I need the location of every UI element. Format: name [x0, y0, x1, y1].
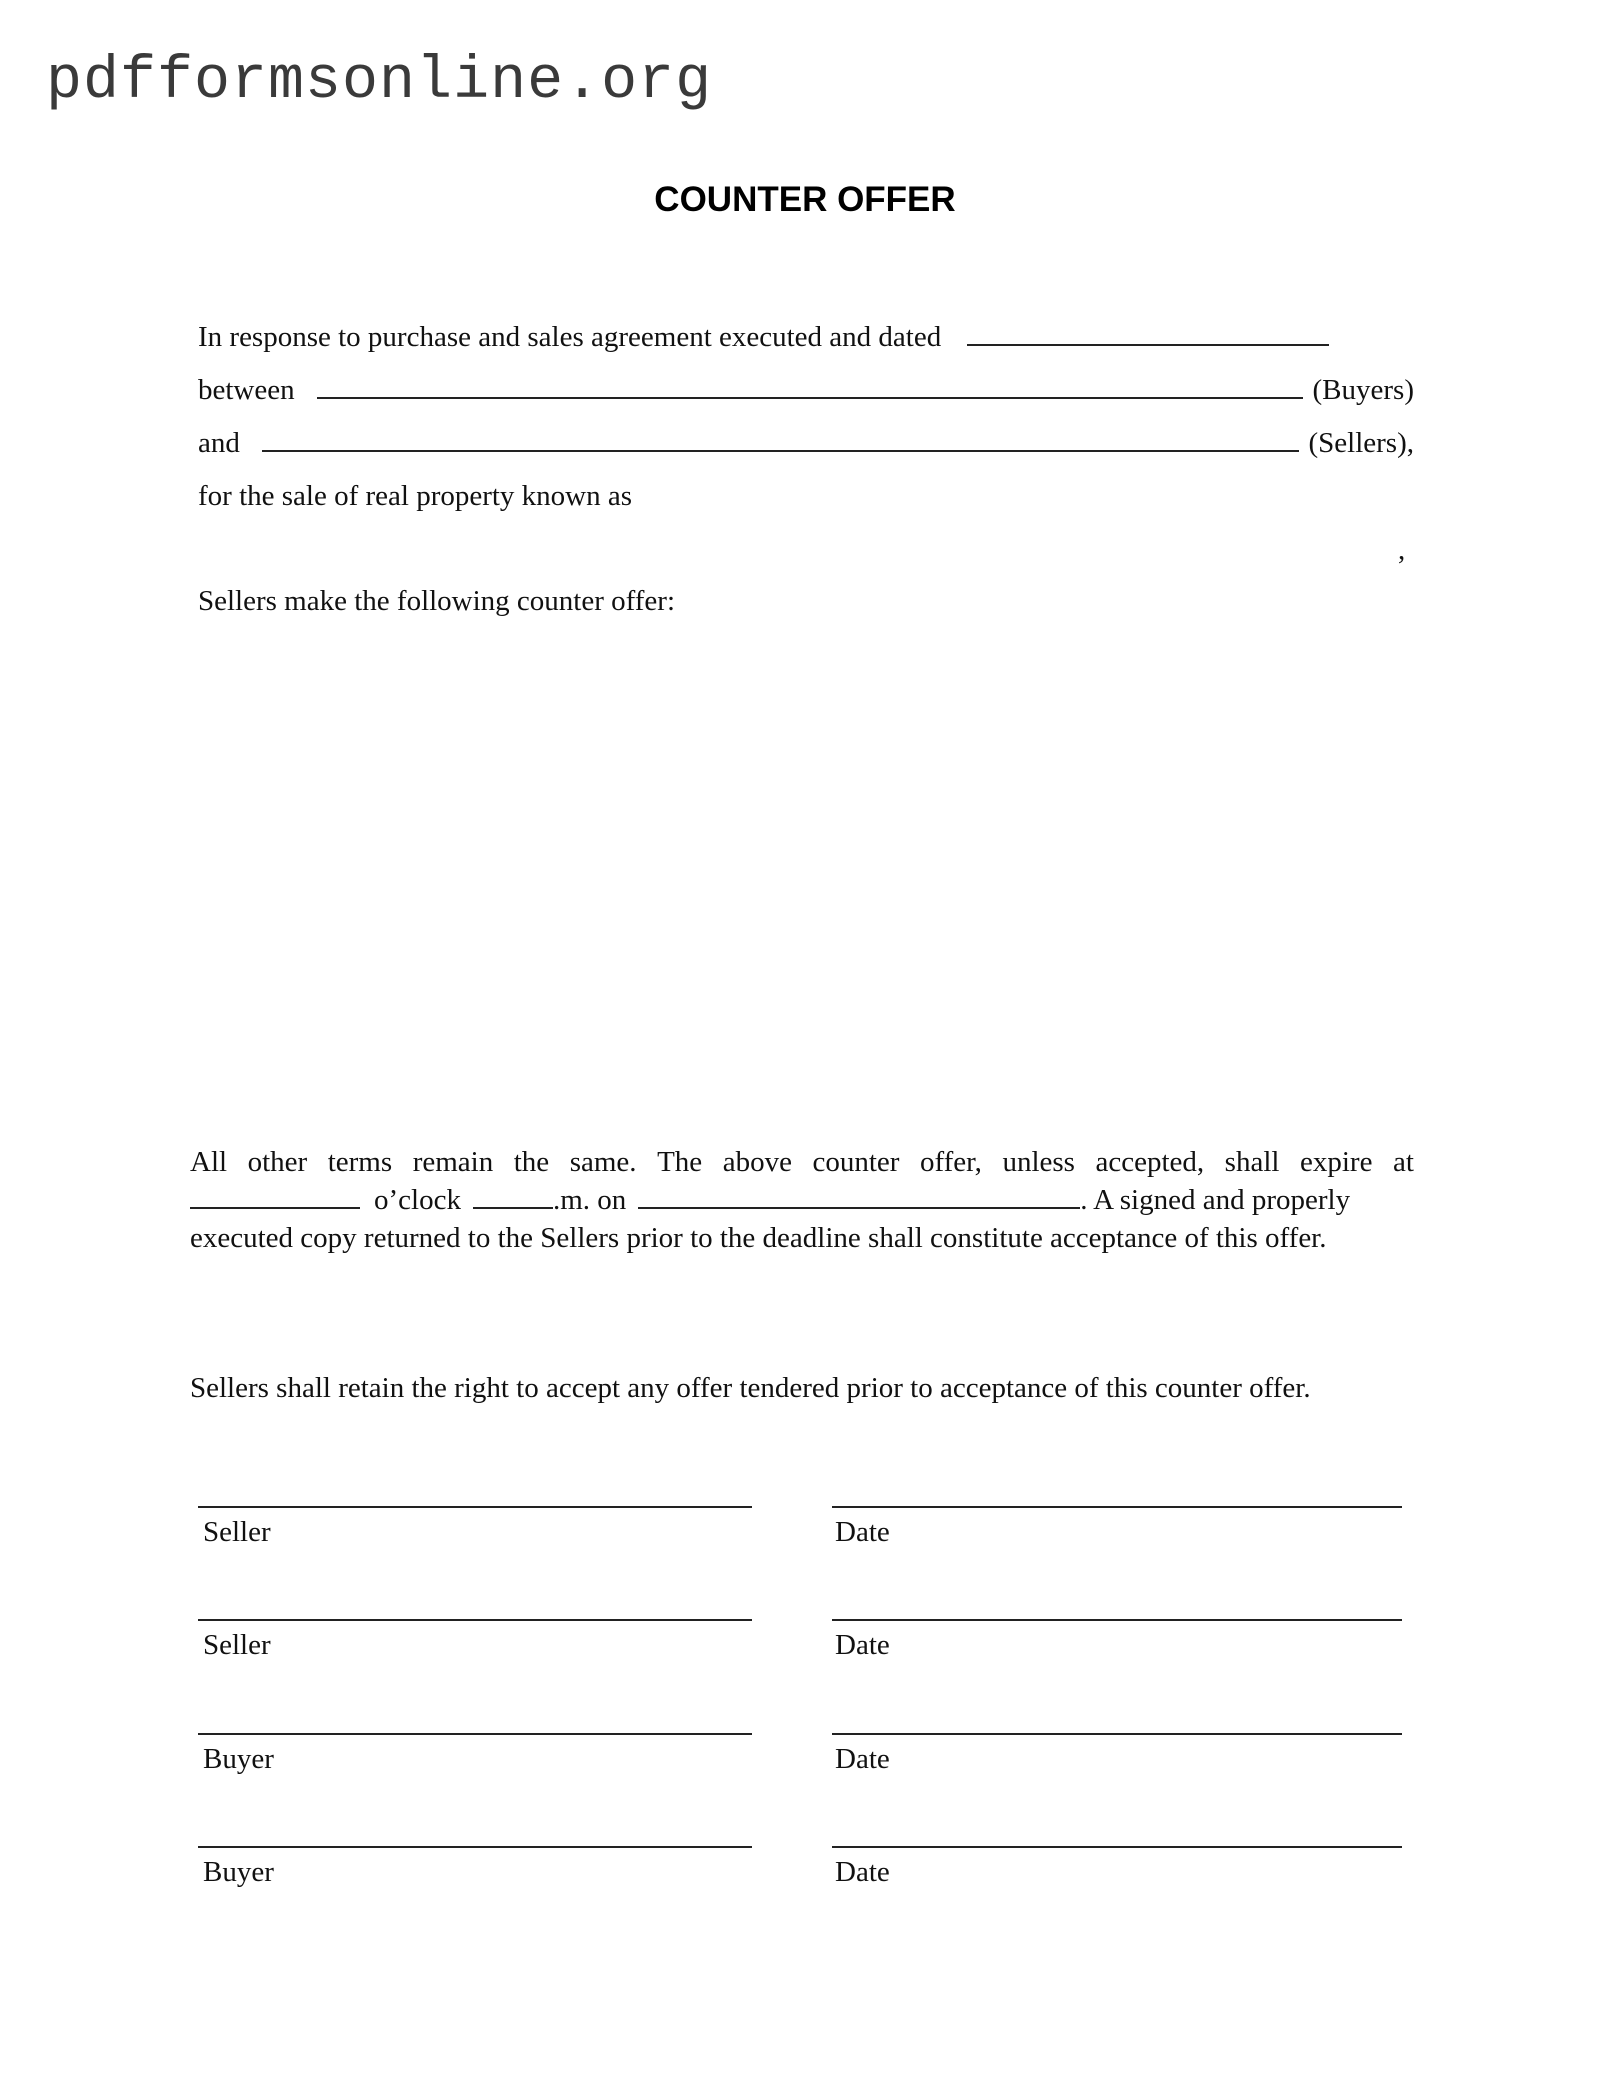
date-label: Date [835, 1743, 890, 1775]
signature-line-buyer[interactable] [198, 1846, 752, 1848]
date-label: Date [835, 1629, 890, 1661]
terms-word: accepted, [1095, 1146, 1205, 1178]
date-line[interactable] [832, 1846, 1402, 1848]
terms-word: offer, [919, 1146, 982, 1178]
intro-line-property [198, 473, 1414, 513]
terms-word: remain [412, 1146, 494, 1178]
terms-word: shall [1224, 1146, 1280, 1178]
terms-row-1 [190, 1143, 1414, 1181]
sellers-label: (Sellers), [1308, 427, 1414, 459]
signature-label: Seller [203, 1629, 271, 1661]
intro-line-buyers [198, 367, 1414, 407]
terms-word: The [657, 1146, 703, 1178]
agreement-date-field[interactable] [967, 342, 1329, 346]
buyers-name-field[interactable] [317, 395, 1303, 399]
retain-text: Sellers shall retain the right to accept any offer tendered prior to acceptance of this counter offer. [190, 1372, 1311, 1404]
retain-paragraph [190, 1369, 1414, 1407]
terms-word: the [513, 1146, 550, 1178]
terms-paragraph [190, 1143, 1414, 1257]
terms-word: expire [1299, 1146, 1373, 1178]
watermark-logo: pdfformsonline.org [46, 48, 713, 116]
between-label: between [198, 374, 295, 406]
expire-hour-field[interactable] [190, 1181, 360, 1209]
terms-word: same. [569, 1146, 637, 1178]
terms-word: unless [1002, 1146, 1075, 1178]
terms-word: terms [327, 1146, 393, 1178]
terms-word: counter [812, 1146, 900, 1178]
property-comma: , [1398, 534, 1406, 566]
signature-line-seller[interactable] [198, 1506, 752, 1508]
terms-row-3-text: executed copy returned to the Sellers prior to the deadline shall constitute acceptance of this offer. [190, 1222, 1327, 1254]
expire-am-pm-field[interactable] [473, 1181, 553, 1209]
document-title: COUNTER OFFER [654, 180, 956, 219]
date-line[interactable] [832, 1619, 1402, 1621]
m-on-label: .m. on [552, 1184, 627, 1216]
signature-label: Buyer [203, 1743, 274, 1775]
signature-label: Buyer [203, 1856, 274, 1888]
terms-word: at [1392, 1146, 1414, 1178]
oclock-label: o’clock [374, 1184, 461, 1216]
signed-properly-text: . A signed and properly [1080, 1184, 1351, 1216]
intro-line-sellers [198, 420, 1414, 460]
terms-row-3 [190, 1219, 1414, 1257]
intro-dated-text: In response to purchase and sales agreement executed and dated [198, 321, 942, 353]
date-label: Date [835, 1516, 890, 1548]
intro-line-dated [198, 314, 1414, 354]
buyers-label: (Buyers) [1312, 374, 1414, 406]
expire-date-field[interactable] [638, 1181, 1080, 1209]
date-label: Date [835, 1856, 890, 1888]
date-line[interactable] [832, 1733, 1402, 1735]
signature-label: Seller [203, 1516, 271, 1548]
retain-row [190, 1369, 1414, 1407]
property-label: for the sale of real property known as [198, 480, 633, 512]
sellers-name-field[interactable] [262, 448, 1299, 452]
terms-word: All [190, 1146, 228, 1178]
date-line[interactable] [832, 1506, 1402, 1508]
terms-word: above [722, 1146, 792, 1178]
signature-line-buyer[interactable] [198, 1733, 752, 1735]
terms-word: other [247, 1146, 308, 1178]
terms-row-2 [190, 1181, 1414, 1219]
signature-line-seller[interactable] [198, 1619, 752, 1621]
intro-line-counter [198, 578, 1414, 618]
counter-offer-label: Sellers make the following counter offer: [198, 585, 676, 617]
and-label: and [198, 427, 240, 459]
